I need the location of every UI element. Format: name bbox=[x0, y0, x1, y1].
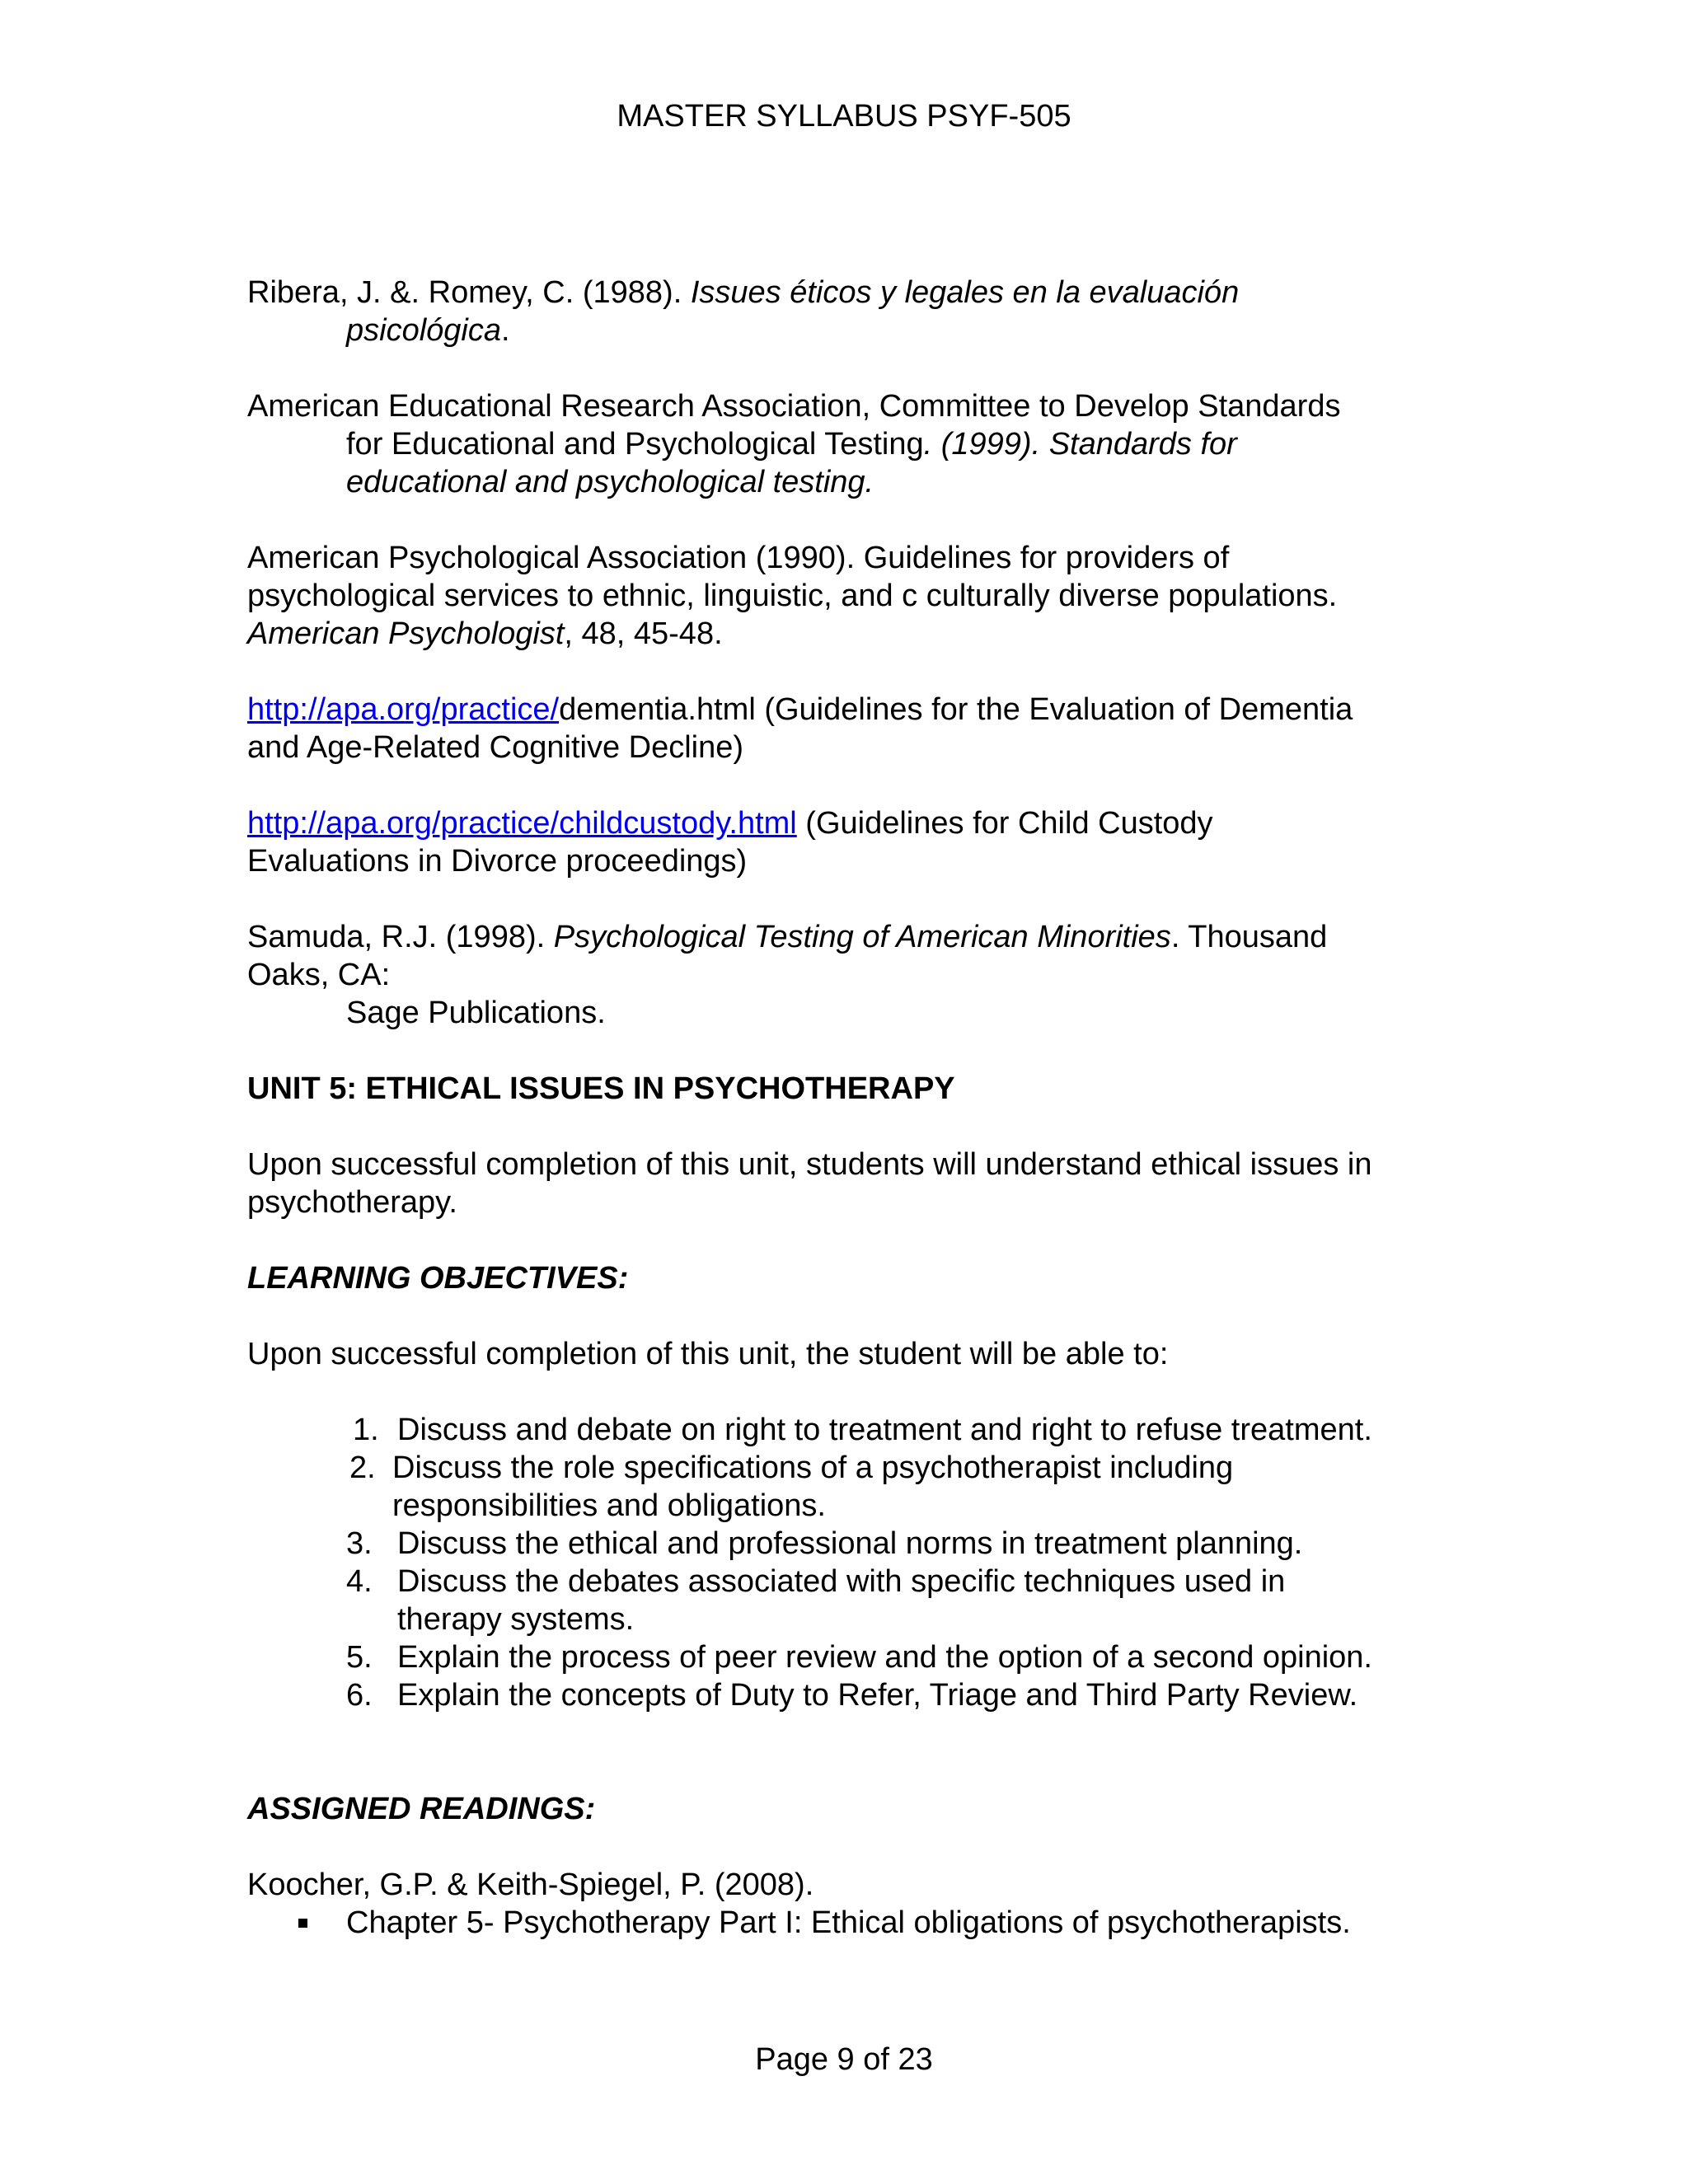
objective-text: Explain the process of peer review and the option of a second opinion. bbox=[397, 1640, 1372, 1675]
learning-objectives-lead: Upon successful completion of this unit, the student will be able to: bbox=[247, 1337, 1169, 1371]
objective-number: 3. bbox=[346, 1526, 373, 1561]
ref-journal: American Psychologist bbox=[247, 616, 565, 651]
ref-line: Oaks, CA: bbox=[247, 958, 391, 992]
objective-item bbox=[346, 1638, 1451, 1676]
objective-number: 1. bbox=[353, 1413, 379, 1447]
ref-title: Issues éticos y legales en la evaluación bbox=[690, 275, 1240, 310]
page-content bbox=[247, 274, 1451, 1942]
ref-title: Psychological Testing of American Minorities bbox=[553, 920, 1171, 954]
ref-line: psychological services to ethnic, linguistic, and c culturally diverse populations. bbox=[247, 579, 1338, 613]
spacer bbox=[247, 1714, 1451, 1790]
objective-item bbox=[346, 1676, 1451, 1714]
objective-item bbox=[349, 1449, 1451, 1525]
child-custody-link[interactable]: http://apa.org/practice/childcustody.html bbox=[247, 806, 797, 841]
ref-line: Evaluations in Divorce proceedings) bbox=[247, 844, 748, 879]
reference-child-custody bbox=[247, 804, 1451, 880]
unit-intro bbox=[247, 1146, 1451, 1221]
ref-title-cont: psicológica bbox=[346, 313, 501, 348]
page-number: Page 9 of 23 bbox=[755, 2042, 933, 2077]
ref-line: . Thousand bbox=[1170, 920, 1328, 954]
objective-number: 4. bbox=[346, 1564, 373, 1599]
ref-end: . bbox=[501, 313, 510, 348]
objective-text: Discuss and debate on right to treatment and right to refuse treatment. bbox=[397, 1413, 1372, 1447]
objective-text: Discuss the debates associated with specific techniques used in bbox=[397, 1564, 1286, 1599]
reading-item bbox=[247, 1904, 1451, 1942]
ref-pages: , 48, 45-48. bbox=[564, 616, 723, 651]
ref-publisher: Sage Publications. bbox=[346, 996, 606, 1030]
ref-title-cont: educational and psychological testing. bbox=[346, 465, 874, 499]
assigned-citation: Koocher, G.P. & Keith-Spiegel, P. (2008). bbox=[247, 1868, 814, 1902]
unit-intro-line: Upon successful completion of this unit, students will understand ethical issues in bbox=[247, 1147, 1372, 1182]
objective-item bbox=[346, 1563, 1451, 1638]
ref-line: American Educational Research Association, Committee to Develop Standards bbox=[247, 389, 1341, 424]
objective-number: 6. bbox=[346, 1678, 373, 1713]
assigned-readings-heading: ASSIGNED READINGS: bbox=[247, 1792, 596, 1826]
readings-bullet-list bbox=[247, 1904, 1451, 1942]
ref-line: and Age-Related Cognitive Decline) bbox=[247, 730, 744, 765]
reference-ribera bbox=[247, 274, 1451, 349]
objective-number: 2. bbox=[349, 1451, 376, 1485]
page-header: MASTER SYLLABUS PSYF-505 bbox=[617, 99, 1071, 134]
square-bullet-icon bbox=[298, 1919, 307, 1928]
ref-line: American Psychological Association (1990). Guidelines for providers of bbox=[247, 541, 1230, 575]
objectives-list bbox=[247, 1411, 1451, 1714]
reference-aera bbox=[247, 387, 1451, 501]
reference-dementia bbox=[247, 691, 1451, 766]
objective-text: Discuss the role specifications of a psychotherapist including bbox=[392, 1451, 1234, 1485]
unit-heading: UNIT 5: ETHICAL ISSUES IN PSYCHOTHERAPY bbox=[247, 1071, 955, 1106]
ref-line: for Educational and Psychological Testing bbox=[346, 427, 924, 462]
objective-item bbox=[346, 1525, 1451, 1563]
objective-text: Explain the concepts of Duty to Refer, Triage and Third Party Review. bbox=[397, 1678, 1358, 1713]
reference-samuda bbox=[247, 918, 1451, 1032]
objective-number: 5. bbox=[346, 1640, 373, 1675]
reading-text: Chapter 5- Psychotherapy Part I: Ethical obligations of psychotherapists. bbox=[346, 1905, 1351, 1940]
ref-authors: Ribera, J. &. Romey, C. (1988). bbox=[247, 275, 691, 310]
ref-title: . (1999). Standards for bbox=[923, 427, 1237, 462]
objective-item bbox=[353, 1411, 1451, 1449]
learning-objectives-heading: LEARNING OBJECTIVES: bbox=[247, 1261, 629, 1296]
objective-text: responsibilities and obligations. bbox=[392, 1488, 826, 1523]
objective-text: Discuss the ethical and professional norms in treatment planning. bbox=[397, 1526, 1303, 1561]
ref-line: (Guidelines for Child Custody bbox=[796, 806, 1213, 841]
unit-intro-line: psychotherapy. bbox=[247, 1185, 457, 1220]
ref-line: dementia.html (Guidelines for the Evaluation of Dementia bbox=[559, 692, 1353, 727]
ref-authors: Samuda, R.J. (1998). bbox=[247, 920, 554, 954]
reference-apa-1990 bbox=[247, 539, 1451, 653]
dementia-link[interactable]: http://apa.org/practice/ bbox=[247, 692, 560, 727]
objective-text: therapy systems. bbox=[397, 1602, 635, 1637]
